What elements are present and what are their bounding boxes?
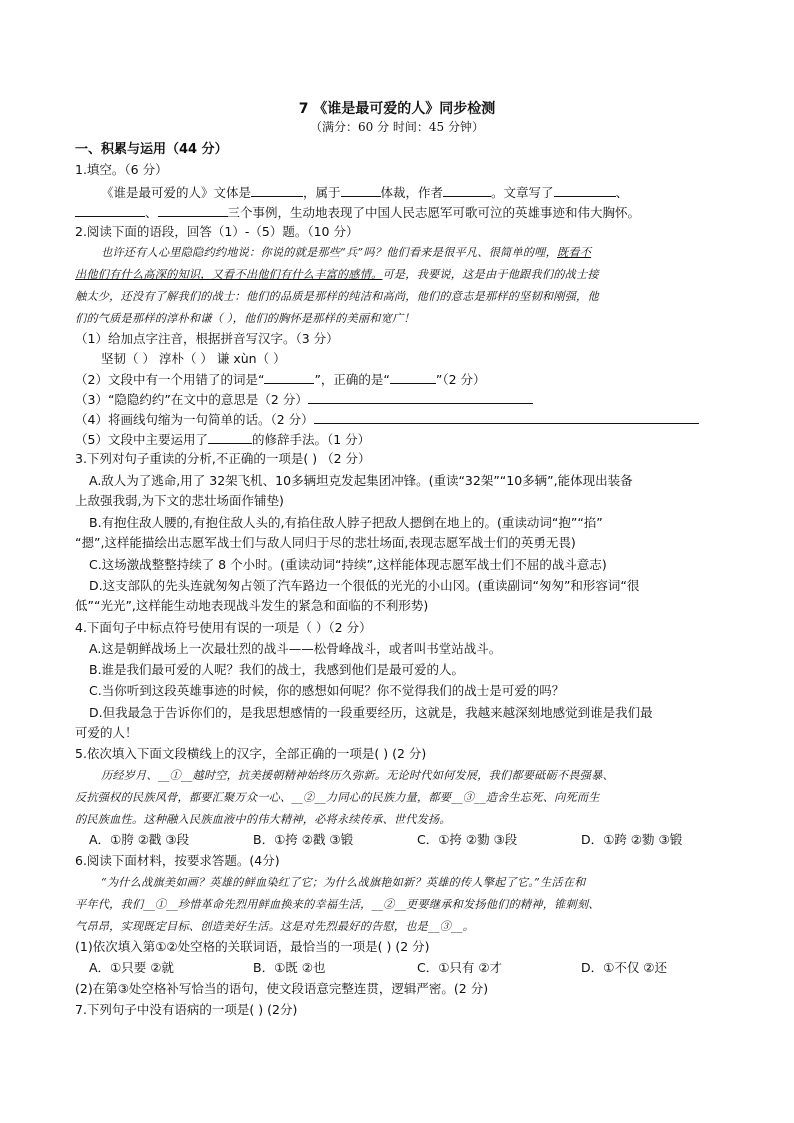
q5-option-d: D．①跨 ②勠 ③锻 [581,832,683,847]
q2-passage-text: 可是，我要说，这是由于他跟我们的战士接 [382,268,599,281]
q1-text-b: ，属于 [303,185,341,200]
q6-sub-1: (1)依次填入第①②处空格的关联词语，最恰当的一项是( ) (2 分) [75,939,430,954]
q6-sub-2: (2)在第③处空格补写恰当的语句，使文段语意完整连贯，逻辑严密。(2 分) [75,981,489,996]
q2-blank-rhetoric [208,431,252,444]
q2-sub-1-items: 坚韧（ ） 淳朴（ ） 谦 xùn（ ） [101,351,286,366]
q5-option-a: A．①胯 ②戳 ③段 [89,832,190,847]
question-4-label: 4.下面句子中标点符号使用有误的一项是（ ）（2 分） [75,620,372,635]
q6-passage-line-3: 气昂昂，实现既定目标、创造美好生活。这是对先烈最好的告慰，也是__③__。 [75,920,474,933]
q2-sub-5-text: （5）文段中主要运用了 [75,432,208,447]
q3-option-b-line-1: B.有抱住敌人腰的,有抱住敌人头的,有掐住敌人脖子把敌人摁倒在地上的。(重读动词“抱”“掐” [89,515,603,530]
question-7-label: 7.下列句子中没有语病的一项是( ) (2分) [75,1002,298,1017]
q1-text-g: 三个事例，生动地表现了中国人民志愿军可歌可泣的英雄事迹和伟大胸怀。 [227,205,641,220]
q4-option-b: B.谁是我们最可爱的人呢？我们的战士，我感到他们是最可爱的人。 [89,662,465,677]
q3-option-b-line-2: “摁”,这样能描绘出志愿军战士们与敌人同归于尽的悲壮场面,表现志愿军战士们的英勇无畏) [75,535,576,550]
q4-option-a: A.这是朝鲜战场上一次最壮烈的战斗——松骨峰战斗，或者叫书堂站战斗。 [89,641,502,656]
q2-blank-wrong-word [264,371,314,384]
question-1-line-1 [75,184,725,202]
q4-option-d-line-2: 可爱的人！ [75,725,138,740]
q2-sub-4 [75,411,725,429]
q1-blank-author [443,184,491,197]
q2-sub-3 [75,391,725,409]
q1-blank-event-3 [158,204,228,217]
q2-sub-2-text: ”，正确的是“ [314,372,390,387]
q2-sub-1: （1）给加点字注音，根据拼音写汉字。（3 分） [75,331,339,346]
q6-option-b: B．①既 ②也 [253,960,326,975]
q5-option-c: C．①挎 ②勠 ③段 [417,832,518,847]
q3-option-d-line-2: 低”“光光”,这样能生动地表现战斗发生的紧急和面临的不利形势) [75,598,429,613]
q2-sub-3-text: （3）“隐隐约约”在文中的意思是（2 分） [75,392,308,407]
q6-option-d: D．①不仅 ②还 [581,960,668,975]
q5-passage-line-3: 的民族血性。这种融入民族血液中的伟大精神，必将永续传承、世代发扬。 [75,813,451,826]
q1-text-d: 。文章写了 [491,185,554,200]
q2-sub-2 [75,371,725,389]
page-subtitle: （满分：60 分 时间：45 分钟） [310,120,484,134]
q2-passage-text: 也许还有人心里隐隐约约地说：你说的就是那些“兵”吗？他们看来是很平凡、很简单的哩， [101,246,557,259]
q4-option-d-line-1: D.但我最急于告诉你们的，是我思想感情的一段重要经历，这就是，我越来越深刻地感觉到谁是我们最 [89,705,653,720]
q2-passage-line-1 [75,245,725,260]
q1-text-a: 《谁是最可爱的人》文体是 [101,185,252,200]
question-5-label: 5.依次填入下面文段横线上的汉字，全部正确的一项是( ) (2 分) [75,746,427,761]
q2-underlined-sentence: 出他们有什么高深的知识，又看不出他们有什么丰富的感情。 [75,268,383,281]
q1-blank-type [341,184,381,197]
q2-underlined-sentence: 既看不 [556,246,592,259]
q2-sub-4-text: （4）将画线句缩为一句简单的话。（2 分） [75,412,314,427]
question-6-label: 6.阅读下面材料，按要求答题。(4分) [75,853,280,868]
question-1-line-2 [75,204,725,222]
q1-blank-event-1 [554,184,616,197]
q1-text-e: 、 [615,185,629,200]
q1-blank-genre [251,184,303,197]
question-2-label: 2.阅读下面的语段，回答（1）-（5）题。（10 分） [75,224,359,239]
page-title: 7 《谁是最可爱的人》同步检测 [298,101,496,117]
q2-sub-5 [75,431,725,449]
q3-option-c: C.这场激战整整持续了 8 个小时。(重读动词“持续”,这样能体现志愿军战士们不屈的战斗意志) [89,557,607,572]
q6-passage-line-2: 平年代，我们__①__珍惜革命先烈用鲜血换来的幸福生活，__②__更要继承和发扬他们的精神，锥刺刻、 [75,898,600,911]
section-heading: 一、积累与运用（44 分） [75,142,228,157]
q6-sub-1-options [75,960,725,977]
q4-option-c: C.当你听到这段英雄事迹的时候，你的感想如何呢？你不觉得我们的战士是可爱的吗？ [89,683,565,698]
q3-option-a-line-1: A.敌人为了逃命,用了 32架飞机、10多辆坦克发起集团冲锋。(重读“32架”“10多辆”,能体现出装备 [89,473,633,488]
q2-blank-right-word [390,371,436,384]
q5-options [75,832,725,849]
q1-text-c: 体裁，作者 [380,185,444,200]
q1-blank-event-2 [75,204,145,217]
question-1-label: 1.填空。（6 分） [75,162,168,177]
q6-option-a: A．①只要 ②就 [89,960,174,975]
q2-sub-2-text: ”（2 分） [435,372,486,387]
q3-option-a-line-2: 上敌强我弱,为下文的悲壮场面作铺垫) [75,493,284,508]
q5-option-b: B．①挎 ②戳 ③锻 [253,832,354,847]
q2-sub-5-text: 的修辞手法。（1 分） [251,432,371,447]
q2-blank-condense [314,411,699,424]
q6-option-c: C．①只有 ②才 [417,960,503,975]
q2-passage-line-4: 们的气质是那样的淳朴和谦（ ），他们的胸怀是那样的美丽和宽广！ [75,312,415,325]
q2-passage-line-2 [75,267,725,282]
q6-passage-line-1: “为什么战旗美如画？英雄的鲜血染红了它；为什么战旗艳如新？英雄的传人擎起了它。”生活在和 [101,876,586,889]
q1-text-f: 、 [145,205,158,220]
q2-blank-meaning [308,391,533,404]
q2-passage-line-3: 触太少，还没有了解我们的战士：他们的品质是那样的纯洁和高尚，他们的意志是那样的坚韧和刚强，他 [75,290,599,303]
question-3-label: 3.下列对句子重读的分析,不正确的一项是( ) （2 分） [75,451,371,466]
q5-passage-line-2: 反抗强权的民族风骨，都要汇聚万众一心、__②__力同心的民族力量，都要__③__造舍生忘死、向死而生 [75,791,600,804]
q3-option-d-line-1: D.这支部队的先头连就匆匆占领了汽车路边一个很低的光光的小山冈。(重读副词“匆匆”和形容词“很 [89,578,640,593]
q5-passage-line-1: 历经岁月、__①__越时空，抗美援朝精神始终历久弥新。无论时代如何发展，我们都要砥砺不畏强暴、 [101,769,614,782]
q2-sub-2-text: （2）文段中有一个用错了的词是“ [75,372,265,387]
